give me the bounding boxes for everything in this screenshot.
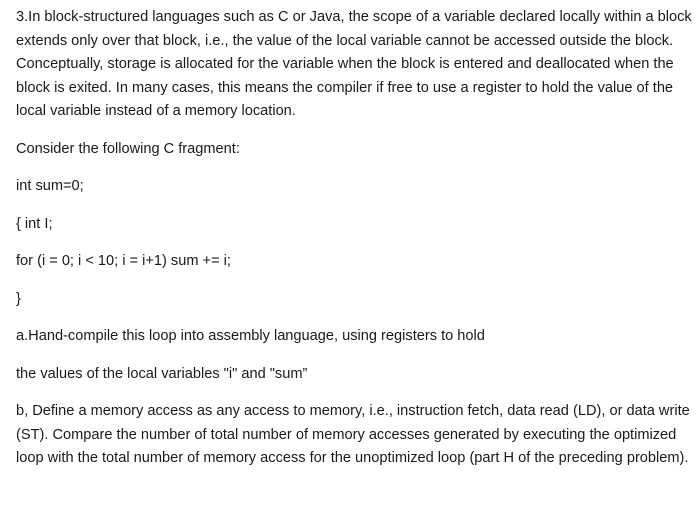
question-intro: 3.In block-structured languages such as C or Java, the scope of a variable declared locally within a block extends only over that block, i.e., the value of the local variable cannot be accessed outside the block. Conceptually, storage is allocated for the variable when the block is entered and deallocated when the block is exited. In many cases, this means the compiler if free to use a register to hold the value of the local variable instead of a memory location.	[16, 9, 692, 119]
code-line-1: int sum=0;	[16, 178, 84, 194]
part-b-text: b, Define a memory access as any access to memory, i.e., instruction fetch, data read (LD), or data write (ST). Compare the number of total number of memory accesses generated by executing the optimized loop with the total number of memory access for the unoptimized loop (part H of the preceding problem).	[16, 403, 690, 466]
consider-text: Consider the following C fragment:	[16, 140, 240, 157]
document-body	[16, 6, 694, 471]
part-a-line-1: a.Hand-compile this loop into assembly language, using registers to hold	[16, 328, 485, 344]
code-line-3: for (i = 0; i < 10; i = i+1) sum += i;	[16, 253, 231, 269]
code-line-2: { int I;	[16, 215, 53, 232]
code-line-4: }	[16, 290, 21, 307]
part-a-line-2: the values of the local variables "i" and "sum”	[16, 365, 308, 382]
